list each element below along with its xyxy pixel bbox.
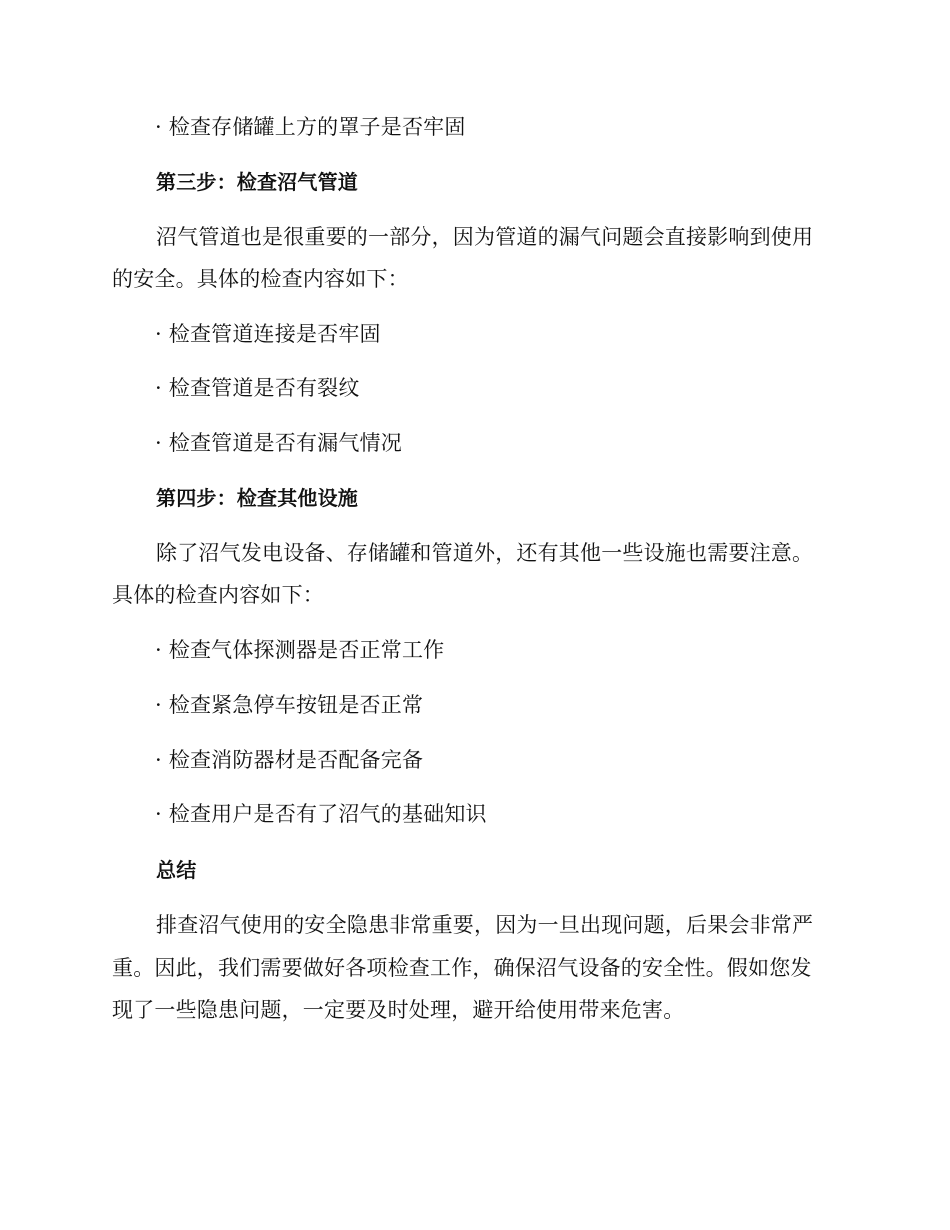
paragraph-line: 重。因此，我们需要做好各项检查工作，确保沼气设备的安全性。假如您发 (112, 956, 812, 980)
paragraph-line: 除了沼气发电设备、存储罐和管道外，还有其他一些设施也需要注意。 (156, 541, 814, 565)
bullet-item: · 检查消防器材是否配备完备 (155, 748, 424, 772)
bullet-item: · 检查用户是否有了沼气的基础知识 (155, 802, 487, 826)
section-heading-summary: 总结 (156, 858, 197, 882)
paragraph-line: 的安全。具体的检查内容如下： (112, 267, 409, 291)
bullet-item: · 检查管道连接是否牢固 (155, 322, 381, 346)
bullet-item: · 检查管道是否有漏气情况 (155, 431, 402, 455)
bullet-item: · 检查管道是否有裂纹 (155, 376, 360, 400)
paragraph-line: 具体的检查内容如下： (112, 583, 324, 607)
section-heading-step3: 第三步：检查沼气管道 (156, 170, 358, 194)
bullet-item: · 检查存储罐上方的罩子是否牢固 (155, 115, 466, 139)
paragraph-line: 现了一些隐患问题，一定要及时处理，避开给使用带来危害。 (112, 998, 685, 1022)
bullet-item: · 检查紧急停车按钮是否正常 (155, 693, 424, 717)
bullet-item: · 检查气体探测器是否正常工作 (155, 638, 445, 662)
paragraph-line: 排查沼气使用的安全隐患非常重要，因为一旦出现问题，后果会非常严 (156, 913, 814, 937)
paragraph-line: 沼气管道也是很重要的一部分，因为管道的漏气问题会直接影响到使用 (156, 225, 814, 249)
section-heading-step4: 第四步：检查其他设施 (156, 486, 358, 510)
